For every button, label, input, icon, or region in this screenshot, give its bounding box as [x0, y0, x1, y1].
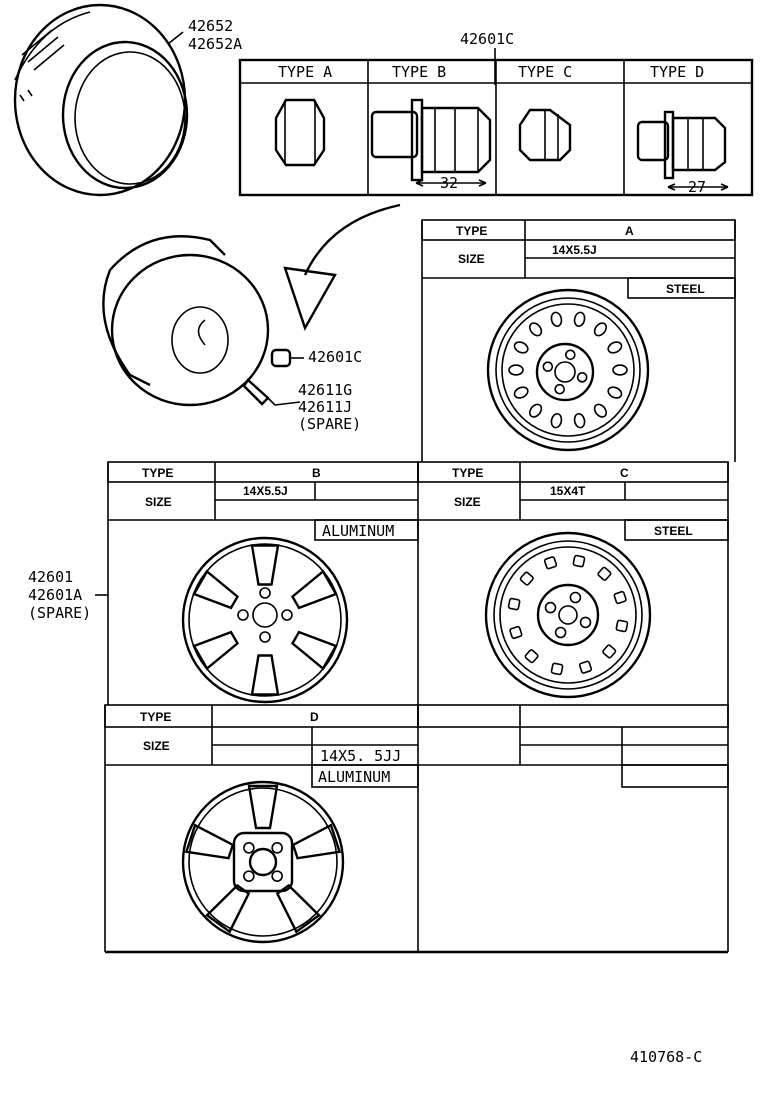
wheel-b-size-label: SIZE — [145, 495, 172, 509]
valve-stem-drawing — [244, 380, 300, 405]
wheel-c-vent-hole — [510, 626, 523, 639]
nut-type-d-dimension: 27 — [688, 178, 707, 196]
wheel-spare-note: (SPARE) — [28, 604, 92, 622]
wheel-d-drawing — [183, 782, 343, 942]
wheel-a-lug-hole — [566, 350, 575, 359]
wheel-a-vent-hole — [573, 311, 586, 327]
wheel-a-vent-hole — [550, 311, 563, 327]
nut-type-c-header: TYPE C — [518, 63, 573, 81]
tire-leader-line — [168, 32, 183, 44]
nut-type-d-header: TYPE D — [650, 63, 705, 81]
wheel-a-vent-hole — [527, 321, 543, 338]
wheel-a-material: STEEL — [666, 282, 705, 296]
wheel-d-type-label: TYPE — [140, 710, 172, 724]
wheel-c-lug-hole — [556, 628, 566, 638]
wheel-c-vent-hole — [551, 663, 563, 675]
wheel-c-vent-hole — [573, 555, 585, 567]
wheel-assembly-illustration — [103, 236, 268, 405]
wheel-b-spoke-window — [252, 546, 278, 585]
wheel-d-lug-hole — [272, 871, 282, 881]
wheel-b-lug-hole — [260, 632, 270, 642]
wheel-a-size-label: SIZE — [458, 252, 485, 266]
tire-part-number: 42652 — [188, 17, 234, 35]
wheel-c-vent-hole — [508, 598, 520, 610]
tire-illustration — [15, 5, 187, 195]
wheel-b-lug-hole — [260, 588, 270, 598]
wheel-a-size-value: 14X5.5J — [552, 243, 597, 257]
wheel-a-vent-hole — [606, 385, 623, 400]
wheel-a-lug-hole — [555, 385, 564, 394]
wheel-d-type-value: D — [310, 710, 319, 724]
wheel-c-lug-hole — [545, 603, 555, 613]
wheel-d-material: ALUMINUM — [318, 768, 391, 786]
wheel-a-vent-hole — [513, 340, 530, 355]
wheel-a-type-value: A — [625, 224, 634, 238]
assembly-arrow-head — [285, 268, 335, 328]
wheel-a-vent-hole — [592, 321, 608, 338]
wheel-part-number: 42601 — [28, 568, 74, 586]
wheel-d-size-label: SIZE — [143, 739, 170, 753]
nut-type-b-header: TYPE B — [392, 63, 447, 81]
wheel-a-lug-hole — [543, 362, 552, 371]
tire-part-number-alt: 42652A — [188, 35, 243, 53]
wheel-c-size-label: SIZE — [454, 495, 481, 509]
wheel-c-vent-hole — [525, 649, 539, 663]
valve-part-number: 42611G — [298, 381, 353, 399]
wheel-c-vent-hole — [602, 644, 616, 658]
nut-type-c-drawing — [520, 110, 570, 160]
wheel-b-spoke-window — [252, 656, 278, 695]
wheel-d-spoke-window — [291, 825, 340, 865]
wheel-b-lug-hole — [282, 610, 292, 620]
wheel-b-drawing — [183, 538, 347, 702]
valve-spare-note: (SPARE) — [298, 415, 362, 433]
wheel-d-lug-hole — [272, 843, 282, 853]
wheel-a-vent-hole — [509, 365, 523, 375]
nut-type-b-dimension: 32 — [440, 174, 459, 192]
wheel-d-size-value: 14X5. 5JJ — [320, 747, 402, 765]
wheel-c-vent-hole — [597, 567, 611, 581]
wheel-b-material: ALUMINUM — [322, 522, 395, 540]
lug-nut-part-number: 42601C — [308, 348, 363, 366]
nut-type-d-drawing — [638, 112, 728, 190]
wheel-a-vent-hole — [606, 340, 623, 355]
wheel-d-lug-hole — [244, 843, 254, 853]
wheel-part-number-alt: 42601A — [28, 586, 83, 604]
wheel-c-size-value: 15X4T — [550, 484, 586, 498]
wheel-d-spoke-window — [186, 825, 235, 865]
wheel-c-lug-hole — [570, 592, 580, 602]
wheel-a-drawing — [488, 290, 648, 450]
wheel-c-lug-hole — [581, 617, 591, 627]
wheel-a-vent-hole — [527, 402, 543, 419]
wheel-a-lug-hole — [578, 373, 587, 382]
wheel-a-vent-hole — [592, 402, 608, 419]
nut-type-a-drawing — [276, 100, 324, 165]
wheel-a-vent-hole — [613, 365, 627, 375]
wheel-c-vent-hole — [614, 591, 627, 604]
wheel-c-vent-hole — [520, 572, 534, 586]
wheel-c-vent-hole — [579, 661, 592, 674]
wheel-a-type-label: TYPE — [456, 224, 488, 238]
wheel-c-material: STEEL — [654, 524, 693, 538]
valve-part-number-alt: 42611J — [298, 398, 353, 416]
wheel-b-lug-hole — [238, 610, 248, 620]
empty-table — [418, 705, 728, 787]
wheel-b-type-label: TYPE — [142, 466, 174, 480]
wheel-a-vent-hole — [513, 385, 530, 400]
assembly-arrow-shaft — [305, 205, 400, 275]
wheel-c-vent-hole — [544, 557, 557, 570]
wheel-d-spoke-window — [249, 786, 277, 828]
diagram-code: 410768-C — [630, 1048, 703, 1066]
nut-part-number: 42601C — [460, 30, 515, 48]
wheel-c-drawing — [486, 533, 650, 697]
lug-nut-small-drawing — [272, 350, 304, 366]
wheel-a-vent-hole — [573, 413, 586, 429]
wheel-a-vent-hole — [550, 413, 563, 429]
wheel-b-size-value: 14X5.5J — [243, 484, 288, 498]
wheel-c-type-value: C — [620, 466, 629, 480]
wheel-b-type-value: B — [312, 466, 321, 480]
nut-type-b-drawing — [372, 100, 490, 186]
wheel-c-vent-hole — [616, 620, 628, 632]
wheel-c-type-label: TYPE — [452, 466, 484, 480]
nut-type-a-header: TYPE A — [278, 63, 333, 81]
wheel-d-lug-hole — [244, 871, 254, 881]
